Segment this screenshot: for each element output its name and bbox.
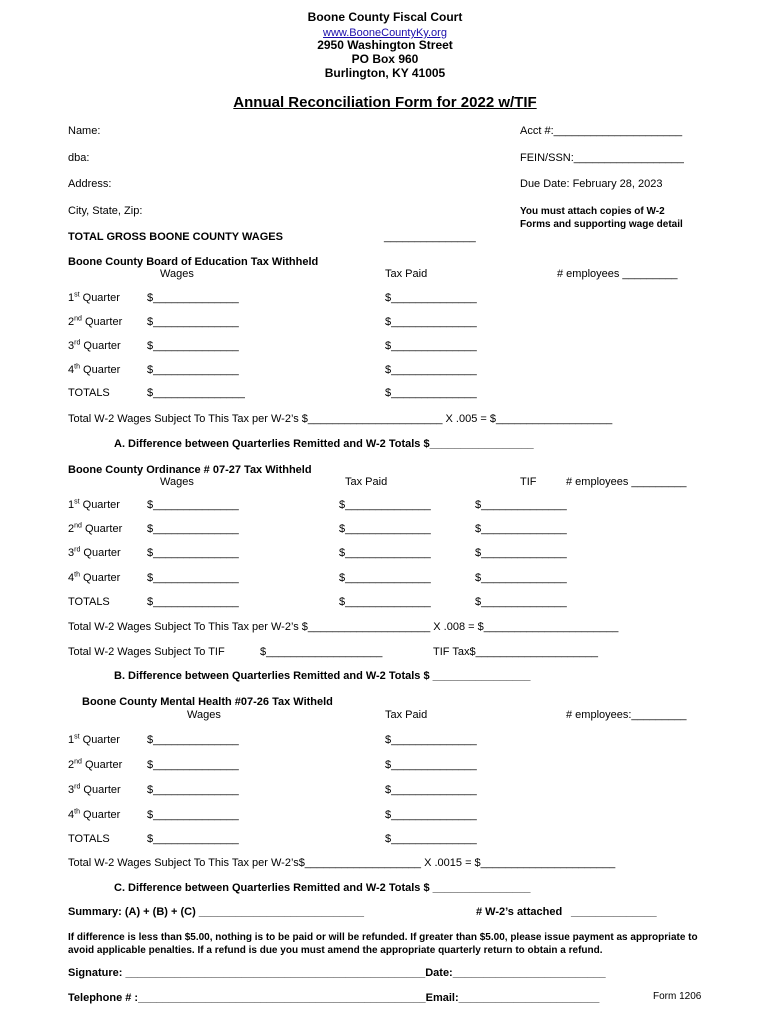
website-line [0, 25, 770, 39]
s2-q1-tax[interactable]: $______________ [339, 499, 431, 511]
s1-q1-label: 1st Quarter [68, 291, 120, 304]
section2-col-tax: Tax Paid [345, 476, 388, 488]
city-label: City, State, Zip: [68, 205, 143, 217]
city-line: Burlington, KY 41005 [324, 66, 446, 80]
dba-label: dba: [68, 152, 90, 164]
section1-heading: Boone County Board of Education Tax Withheld [68, 256, 319, 268]
s1-q2-tax[interactable]: $______________ [385, 316, 477, 328]
s3-totals-wages[interactable]: $______________ [147, 833, 239, 845]
s2-total-w2-line[interactable]: Total W-2 Wages Subject To This Tax per W-2’s $____________________ X .008 = $______________________ [68, 621, 619, 633]
s3-q2-tax[interactable]: $______________ [385, 759, 477, 771]
section2-col-employees[interactable]: # employees _________ [566, 476, 687, 488]
s2-totals-label: TOTALS [68, 596, 110, 608]
s2-q4-label: 4th Quarter [68, 571, 121, 584]
section3-col-tax: Tax Paid [385, 709, 428, 721]
s2-q2-label: 2nd Quarter [68, 522, 123, 535]
section1-col-tax: Tax Paid [385, 268, 428, 280]
section2-col-tif: TIF [520, 476, 537, 488]
s1-q3-wages[interactable]: $______________ [147, 340, 239, 352]
s1-totals-wages[interactable]: $_______________ [147, 387, 245, 399]
section1-col-employees[interactable]: # employees _________ [557, 268, 678, 280]
s2-q3-tif[interactable]: $______________ [475, 547, 567, 559]
s2-q4-tif[interactable]: $______________ [475, 572, 567, 584]
attach-note [520, 205, 720, 231]
form-title: Annual Reconciliation Form for 2022 w/TIF [233, 94, 537, 111]
s2-tif-label: Total W-2 Wages Subject To TIF [68, 646, 225, 658]
s2-q2-wages[interactable]: $______________ [147, 523, 239, 535]
s3-totals-tax[interactable]: $______________ [385, 833, 477, 845]
section3-col-employees[interactable]: # employees:_________ [566, 709, 687, 721]
s2-tif-wages[interactable]: $___________________ [260, 646, 383, 658]
s3-difference[interactable]: C. Difference between Quarterlies Remitted and W-2 Totals $ ________________ [114, 882, 531, 894]
telephone-email-line[interactable]: Telephone # :_______________________________________________Email:_______________________ [68, 992, 600, 1004]
s2-tif-tax[interactable]: TIF Tax$____________________ [433, 646, 598, 658]
s2-q3-wages[interactable]: $______________ [147, 547, 239, 559]
s3-q2-wages[interactable]: $______________ [147, 759, 239, 771]
fein-field[interactable]: FEIN/SSN:__________________ [520, 152, 684, 164]
w2-attached-label: # W-2’s attached [476, 906, 563, 918]
due-date: Due Date: February 28, 2023 [520, 178, 663, 190]
s3-q1-wages[interactable]: $______________ [147, 734, 239, 746]
s2-q4-tax[interactable]: $______________ [339, 572, 431, 584]
s1-q4-tax[interactable]: $______________ [385, 364, 477, 376]
s1-q2-wages[interactable]: $______________ [147, 316, 239, 328]
website-link[interactable]: www.BooneCountyKy.org [323, 27, 447, 39]
s2-totals-tax[interactable]: $______________ [339, 596, 431, 608]
s2-q2-tax[interactable]: $______________ [339, 523, 431, 535]
section2-heading: Boone County Ordinance # 07-27 Tax Withheld [68, 464, 312, 476]
s1-q3-tax[interactable]: $______________ [385, 340, 477, 352]
s2-totals-wages[interactable]: $______________ [147, 596, 239, 608]
total-gross-field[interactable]: _______________ [384, 231, 476, 243]
refund-notice: If difference is less than $5.00, nothing is to be paid or will be refunded. If greater than $5.00, please issue payment as appropriate to avoid applicable penalties. If a refund is due you must amend the appropriate quarterly return to obtain a refund. [68, 932, 698, 956]
s2-q1-tif[interactable]: $______________ [475, 499, 567, 511]
org-name: Boone County Fiscal Court [307, 10, 463, 24]
s2-difference[interactable]: B. Difference between Quarterlies Remitted and W-2 Totals $ ________________ [114, 670, 531, 682]
address-label: Address: [68, 178, 112, 190]
section1-col-wages: Wages [160, 268, 194, 280]
s3-totals-label: TOTALS [68, 833, 110, 845]
form-number: Form 1206 [653, 991, 702, 1002]
attach-note-line2: Forms and supporting wage detail [520, 219, 683, 230]
w2-attached-field[interactable]: ______________ [571, 906, 657, 918]
section2-col-wages: Wages [160, 476, 194, 488]
s2-q4-wages[interactable]: $______________ [147, 572, 239, 584]
signature-date-line[interactable]: Signature: _________________________________________________Date:_________________________ [68, 967, 606, 979]
s3-q1-tax[interactable]: $______________ [385, 734, 477, 746]
s1-q1-tax[interactable]: $______________ [385, 292, 477, 304]
s2-q1-label: 1st Quarter [68, 498, 120, 511]
s3-q4-wages[interactable]: $______________ [147, 809, 239, 821]
s3-q1-label: 1st Quarter [68, 733, 120, 746]
s3-q3-wages[interactable]: $______________ [147, 784, 239, 796]
s1-difference[interactable]: A. Difference between Quarterlies Remitted and W-2 Totals $_________________ [114, 438, 534, 450]
s3-q3-tax[interactable]: $______________ [385, 784, 477, 796]
name-label: Name: [68, 125, 101, 137]
s3-total-w2-line[interactable]: Total W-2 Wages Subject To This Tax per W-2’s$___________________ X .0015 = $______________________ [68, 857, 616, 869]
s3-q2-label: 2nd Quarter [68, 758, 123, 771]
s3-q4-tax[interactable]: $______________ [385, 809, 477, 821]
section3-col-wages: Wages [187, 709, 221, 721]
s2-q3-label: 3rd Quarter [68, 546, 121, 559]
s1-total-w2-line[interactable]: Total W-2 Wages Subject To This Tax per W-2’s $______________________ X .005 = $___________________ [68, 413, 613, 425]
s1-totals-tax[interactable]: $______________ [385, 387, 477, 399]
s1-q4-wages[interactable]: $______________ [147, 364, 239, 376]
s3-q3-label: 3rd Quarter [68, 783, 121, 796]
s2-totals-tif[interactable]: $______________ [475, 596, 567, 608]
s1-q1-wages[interactable]: $______________ [147, 292, 239, 304]
attach-note-line1: You must attach copies of W-2 [520, 206, 665, 217]
s2-q1-wages[interactable]: $______________ [147, 499, 239, 511]
s2-q2-tif[interactable]: $______________ [475, 523, 567, 535]
s1-q2-label: 2nd Quarter [68, 315, 123, 328]
street-address: 2950 Washington Street [317, 38, 453, 52]
total-gross-label: TOTAL GROSS BOONE COUNTY WAGES [68, 231, 283, 243]
s3-q4-label: 4th Quarter [68, 808, 121, 821]
acct-field[interactable]: Acct #:_____________________ [520, 125, 683, 137]
po-box: PO Box 960 [351, 52, 419, 66]
s1-q3-label: 3rd Quarter [68, 339, 121, 352]
section3-heading: Boone County Mental Health #07-26 Tax Witheld [82, 696, 333, 708]
s2-q3-tax[interactable]: $______________ [339, 547, 431, 559]
summary-field[interactable]: Summary: (A) + (B) + (C) ___________________________ [68, 906, 364, 918]
s1-totals-label: TOTALS [68, 387, 110, 399]
s1-q4-label: 4th Quarter [68, 363, 121, 376]
